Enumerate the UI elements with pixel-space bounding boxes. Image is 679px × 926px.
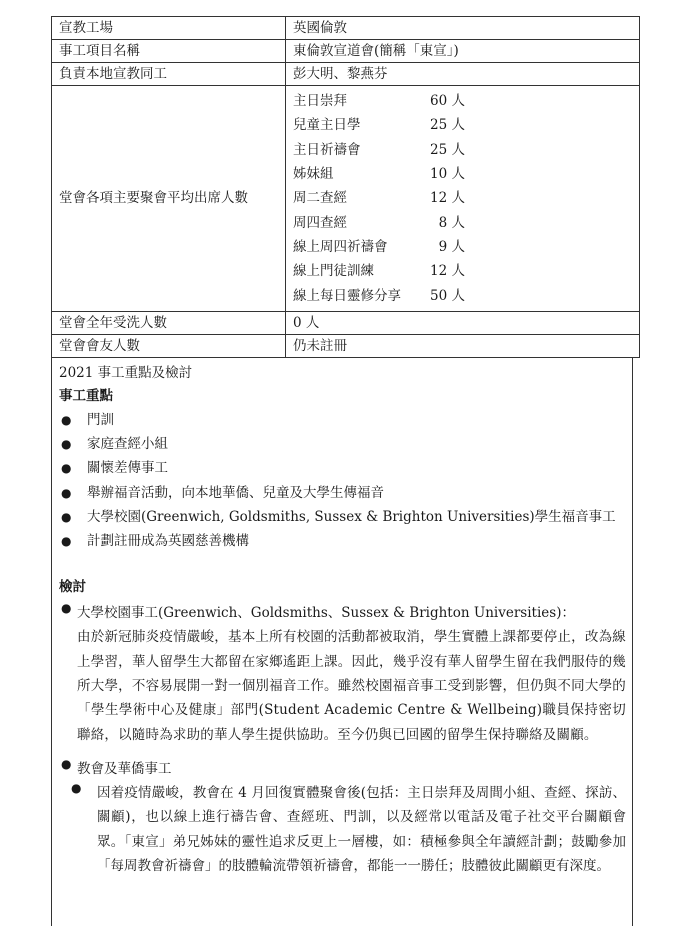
list-item [59,505,626,529]
meeting-count: 8 人 [438,214,465,231]
focus-item-text: 門訓 [87,411,114,428]
bullet-icon: ● [61,412,72,427]
meeting-name: 線上周四祈禱會 [293,238,388,255]
attendance-item [293,138,633,162]
list-item [59,529,626,553]
review-item-title: 大學校園事工(Greenwich、Goldsmiths、Sussex & Brighton Universities)： [77,605,575,622]
value-cell: 英國倫敦 [286,17,640,40]
attendance-item [293,162,633,186]
meeting-count: 60 人 [430,93,465,110]
table-row [52,311,640,334]
meeting-name: 線上門徒訓練 [293,263,374,280]
focus-item-text: 舉辦福音活動，向本地華僑、兒童及大學生傳福音 [87,484,384,501]
meeting-count: 12 人 [430,263,465,280]
bullet-icon: ● [61,509,72,524]
bullet-icon: ● [61,756,72,771]
bullet-icon: ● [61,601,72,616]
review-heading: 檢討 [59,579,86,596]
table-row [52,334,640,357]
attendance-item [293,259,633,283]
list-item [59,481,626,505]
meeting-name: 主日祈禱會 [293,141,361,158]
attendance-label: 堂會各項主要聚會平均出席人數 [52,86,286,312]
bullet-icon: ● [71,780,82,795]
review-item-campus [59,601,626,746]
meeting-name: 周二查經 [293,190,347,207]
focus-heading: 事工重點 [59,387,113,404]
focus-list [59,408,626,554]
info-table [51,16,640,358]
meeting-count: 25 人 [430,117,465,134]
focus-item-text: 計劃註冊成為英國慈善機構 [87,533,249,550]
spacer [59,553,626,575]
table-row [52,40,640,63]
attendance-item [293,186,633,210]
bullet-icon: ● [61,461,72,476]
baptism-label: 堂會全年受洗人數 [52,311,286,334]
meeting-count: 10 人 [430,166,465,183]
bullet-icon: ● [61,436,72,451]
attendance-item [293,235,633,259]
meeting-count: 12 人 [430,190,465,207]
attendance-item [293,113,633,137]
attendance-item [293,283,633,307]
label-cell: 負責本地宣教同工 [52,63,286,86]
meeting-name: 姊妹組 [293,166,334,183]
meeting-count: 50 人 [430,287,465,304]
label-cell: 宣教工場 [52,17,286,40]
meeting-count: 9 人 [438,238,465,255]
review-item-title: 教會及華僑事工 [77,760,172,777]
baptism-value: 0 人 [286,311,640,334]
review-sub-item-paragraph: 因着疫情嚴峻，教會在 4 月回復實體聚會後(包括：主日崇拜及周間小組、查經、探訪、關顧)，也以線上進行禱告會、查經班、門訓，以及經常以電話及電子社交平台關顧會眾。「東宣」弟兄姊妹的靈性追求反更上一層樓，如：積極參與全年讀經計劃；鼓勵參加「每周教會祈禱會」的肢體輪流帶領祈禱會，都能一一勝任；肢體彼此關顧更有深度。 [97,784,626,874]
list-item [59,456,626,480]
review-section [51,358,633,926]
meeting-name: 線上每日靈修分享 [293,287,401,304]
meeting-count: 25 人 [430,141,465,158]
bullet-icon: ● [61,534,72,549]
focus-item-text: 家庭查經小組 [87,435,168,452]
focus-item-text: 關懷差傳事工 [87,460,168,477]
meeting-name: 主日崇拜 [293,93,347,110]
label-cell: 事工項目名稱 [52,40,286,63]
review-item-church [59,757,626,781]
value-cell: 東倫敦宣道會(簡稱「東宣」) [286,40,640,63]
attendance-row [52,86,640,312]
members-value: 仍未註冊 [286,334,640,357]
report-page [51,16,631,926]
list-item [59,432,626,456]
attendance-list-cell [286,86,640,312]
review-sub-item [59,781,626,878]
meeting-name: 周四查經 [293,214,347,231]
table-row [52,17,640,40]
attendance-list [293,88,633,309]
focus-item-text: 大學校園(Greenwich, Goldsmiths, Sussex & Brighton Universities)學生福音事工 [87,508,616,525]
table-row [52,63,640,86]
value-cell: 彭大明、黎燕芬 [286,63,640,86]
review-item-paragraph: 由於新冠肺炎疫情嚴峻，基本上所有校園的活動都被取消，學生實體上課都要停止，改為線上學習，華人留學生大都留在家鄉遙距上課。因此，幾乎沒有華人留學生留在我們服侍的幾所大學，不容易展開一對一個別福音工作。雖然校園福音事工受到影響，但仍與不同大學的「學生學術中心及健康」部門(Student Academic Centre & Wellbeing)職員保持密切聯絡，以隨時為求助的華人學生提供協助。至今仍與已回國的留學生保持聯絡及關顧。 [77,629,626,743]
attendance-item [293,89,633,113]
attendance-item [293,210,633,234]
meeting-name: 兒童主日學 [293,117,361,134]
list-item [59,408,626,432]
members-label: 堂會會友人數 [52,334,286,357]
review-year-title: 2021 事工重點及檢討 [59,364,193,381]
bullet-icon: ● [61,485,72,500]
